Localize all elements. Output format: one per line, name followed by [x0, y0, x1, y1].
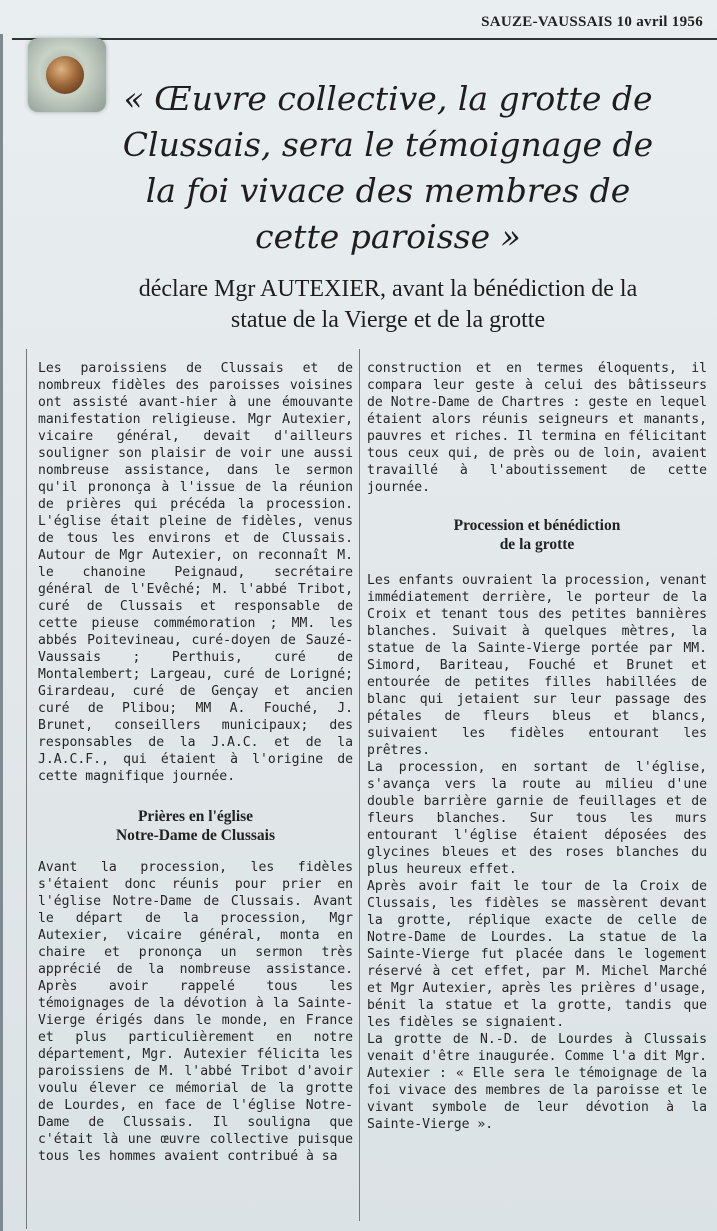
- headline-quote: « Œuvre collective, la grotte de Clussais, sera le témoignage de la foi vivace des membres de cette paroisse »: [122, 79, 654, 256]
- left-subheading-line-2: Notre-Dame de Clussais: [115, 827, 275, 844]
- header-rule: [12, 38, 717, 40]
- dateline: SAUZE-VAUSSAIS 10 avril 1956: [481, 14, 703, 30]
- right-subheading-line-1: Procession et bénédiction: [453, 517, 621, 534]
- thumbtack-pin: [28, 38, 106, 112]
- left-paragraph-2: Avant la procession, les fidèles s'étaient donc réunis pour prier en l'église Notre-Dame de Clussais. Avant le départ de la procession, Mgr Autexier, vicaire général, monta en chaire et prononça un sermon très apprécié de la nombreuse assistance. Après avoir rappelé tous les témoignages de la dévotion à la Sainte-Vierge érigés dans le monde, en France et plus particulièrement en notre département, Mgr. Autexier félicita les paroissiens de M. l'abbé Tribot d'avoir voulu élever ce mémorial de la grotte de Lourdes, en face de l'église Notre-Dame de Clussais. Il souligna que c'était là une œuvre collective puisque tous les hommes avaient contribué à sa: [38, 860, 353, 1164]
- headline-subtitle: déclare Mgr AUTEXIER, avant la bénédiction de la statue de la Vierge et de la grotte: [138, 276, 638, 333]
- right-paragraph-5: La grotte de N.-D. de Lourdes à Clussais venait d'être inaugurée. Comme l'a dit Mgr. Autexier : « Elle sera le témoignage de la foi vivace des membres de la paroisse et le vivant symbole de leur dévotion à la Sainte-Vierge ».: [367, 1032, 707, 1132]
- right-column: [367, 360, 707, 1133]
- column-divider: [359, 349, 360, 1221]
- right-paragraph-3: La procession, en sortant de l'église, s'avança vers la route au milieu d'une double barrière garnie de feuillages et de fleurs blanches. Sur tous les murs entourant l'église étaient déposées des glycines bleues et des roses blanches du plus heureux effet.: [367, 760, 707, 877]
- pin-head-icon: [46, 56, 84, 94]
- right-paragraph-4: Après avoir fait le tour de la Croix de Clussais, les fidèles se massèrent devant la grotte, réplique exacte de celle de Notre-Dame de Lourdes. La statue de la Sainte-Vierge fut placée dans le logement réservé à cet effet, par M. Michel Marché et Mgr Autexier, après les prières d'usage, bénit la statue et la grotte, tandis que les fidèles se signaient.: [367, 879, 707, 1030]
- right-paragraph-1: construction et en termes éloquents, il compara leur geste à celui des bâtisseurs de Notre-Dame de Chartres : geste en lequel étaient alors réunis seigneurs et manants, pauvres et riches. Il termina en félicitant tous ceux qui, de près ou de loin, avaient travaillé à l'aboutissement de cette journée.: [367, 361, 707, 495]
- right-paragraph-2: Les enfants ouvraient la procession, venant immédiatement derrière, le porteur de la Croix et tenant tous des petites bannières blanches. Suivait à quelques mètres, la statue de la Sainte-Vierge portée par MM. Simord, Bariteau, Fouché et Brunet et entourée de petites filles habillées de blanc qui jetaient sur leur passage des pétales de fleurs bleus et blancs, suivaient les fidèles entourant les prêtres.: [367, 573, 707, 758]
- left-paragraph-1: Les paroissiens de Clussais et de nombreux fidèles des paroisses voisines ont assisté avant-hier à une émouvante manifestation religieuse. Mgr Autexier, vicaire général, devait d'ailleurs souligner son plaisir de voir une aussi nombreuse assistance, dans le sermon qu'il prononça à l'issue de la réunion de prières qui précéda la procession. L'église était pleine de fidèles, venus de tous les environs et de Clussais. Autour de Mgr Autexier, on reconnaît M. le chanoine Peignaud, secrétaire général de l'Evêché; M. l'abbé Tribot, curé de Clussais et responsable de cette pieuse commémoration ; MM. les abbés Poitevineau, curé-doyen de Sauzé-Vaussais ; Perthuis, curé de Montalembert; Largeau, curé de Lorigné; Girardeau, curé de Gençay et ancien curé de Plibou; MM A. Fouché, J. Brunet, conseillers municipaux; des responsables de la J.A.C. et de la J.A.C.F., qui étaient à l'origine de cette magnifique journée.: [38, 361, 353, 784]
- left-column: [38, 360, 353, 1165]
- left-subheading-line-1: Prières en l'église: [137, 808, 254, 825]
- left-column-rule: [26, 349, 27, 1229]
- right-subheading-line-2: de la grotte: [499, 536, 575, 553]
